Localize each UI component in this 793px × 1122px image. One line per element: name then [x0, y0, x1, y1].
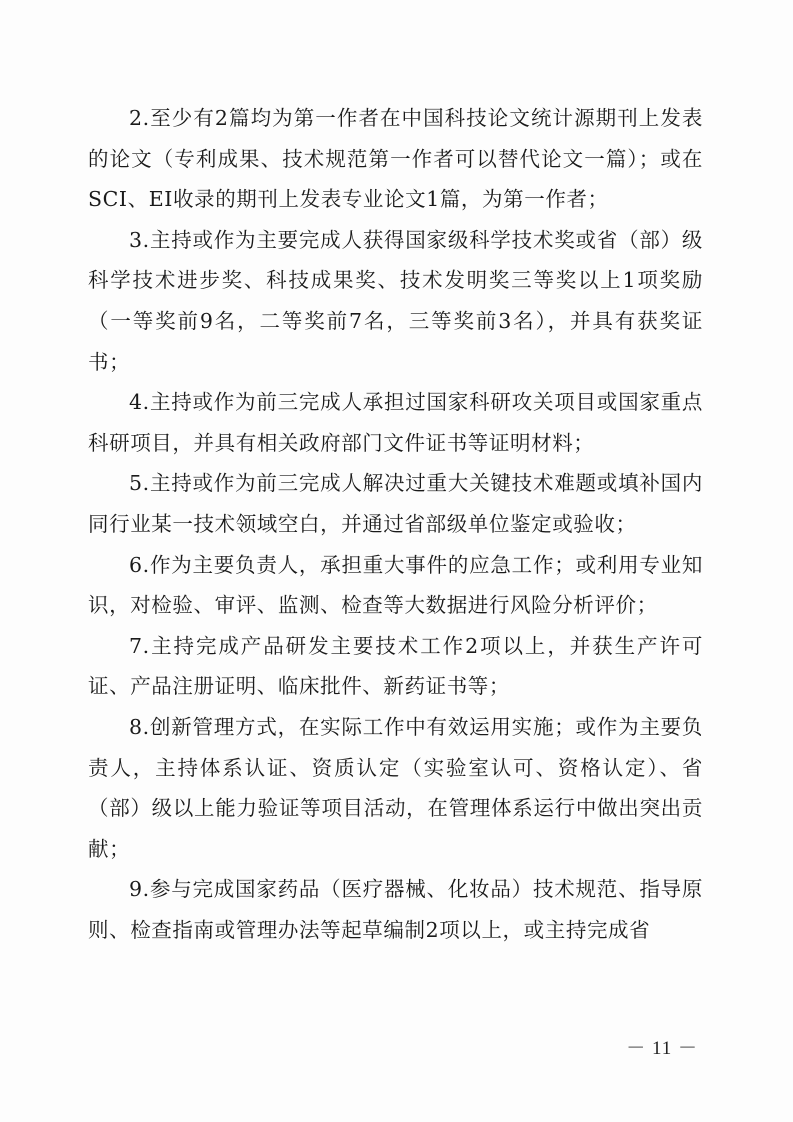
paragraph-item-3: 3.主持或作为主要完成人获得国家级科学技术奖或省（部）级科学技术进步奖、科技成果奖、技术发明奖三等奖以上1项奖励（一等奖前9名，二等奖前7名，三等奖前3名），并具有获奖证书；	[88, 227, 703, 374]
paragraph-item-9: 9.参与完成国家药品（医疗器械、化妆品）技术规范、指导原则、检查指南或管理办法等起草编制2项以上，或主持完成省	[88, 877, 703, 942]
page-number: － 11 －	[626, 1038, 698, 1059]
paragraph-item-8: 8.创新管理方式，在实际工作中有效运用实施；或作为主要负责人，主持体系认证、资质认定（实验室认可、资格认定）、省（部）级以上能力验证等项目活动，在管理体系运行中做出突出贡献；	[88, 714, 703, 861]
paragraph-item-5: 5.主持或作为前三完成人解决过重大关键技术难题或填补国内同行业某一技术领域空白，并通过省部级单位鉴定或验收；	[88, 471, 703, 536]
paragraph-item-4: 4.主持或作为前三完成人承担过国家科研攻关项目或国家重点科研项目，并具有相关政府部门文件证书等证明材料；	[88, 390, 703, 455]
paragraph-item-7: 7.主持完成产品研发主要技术工作2项以上，并获生产许可证、产品注册证明、临床批件、新药证书等；	[88, 633, 703, 699]
paragraph-item-6: 6.作为主要负责人，承担重大事件的应急工作；或利用专业知识，对检验、审评、监测、检查等大数据进行风险分析评价；	[88, 552, 703, 618]
paragraph-item-2: 2.至少有2篇均为第一作者在中国科技论文统计源期刊上发表的论文（专利成果、技术规范第一作者可以替代论文一篇）；或在SCI、EI收录的期刊上发表专业论文1篇，为第一作者；	[88, 106, 703, 212]
document-body	[88, 98, 703, 950]
